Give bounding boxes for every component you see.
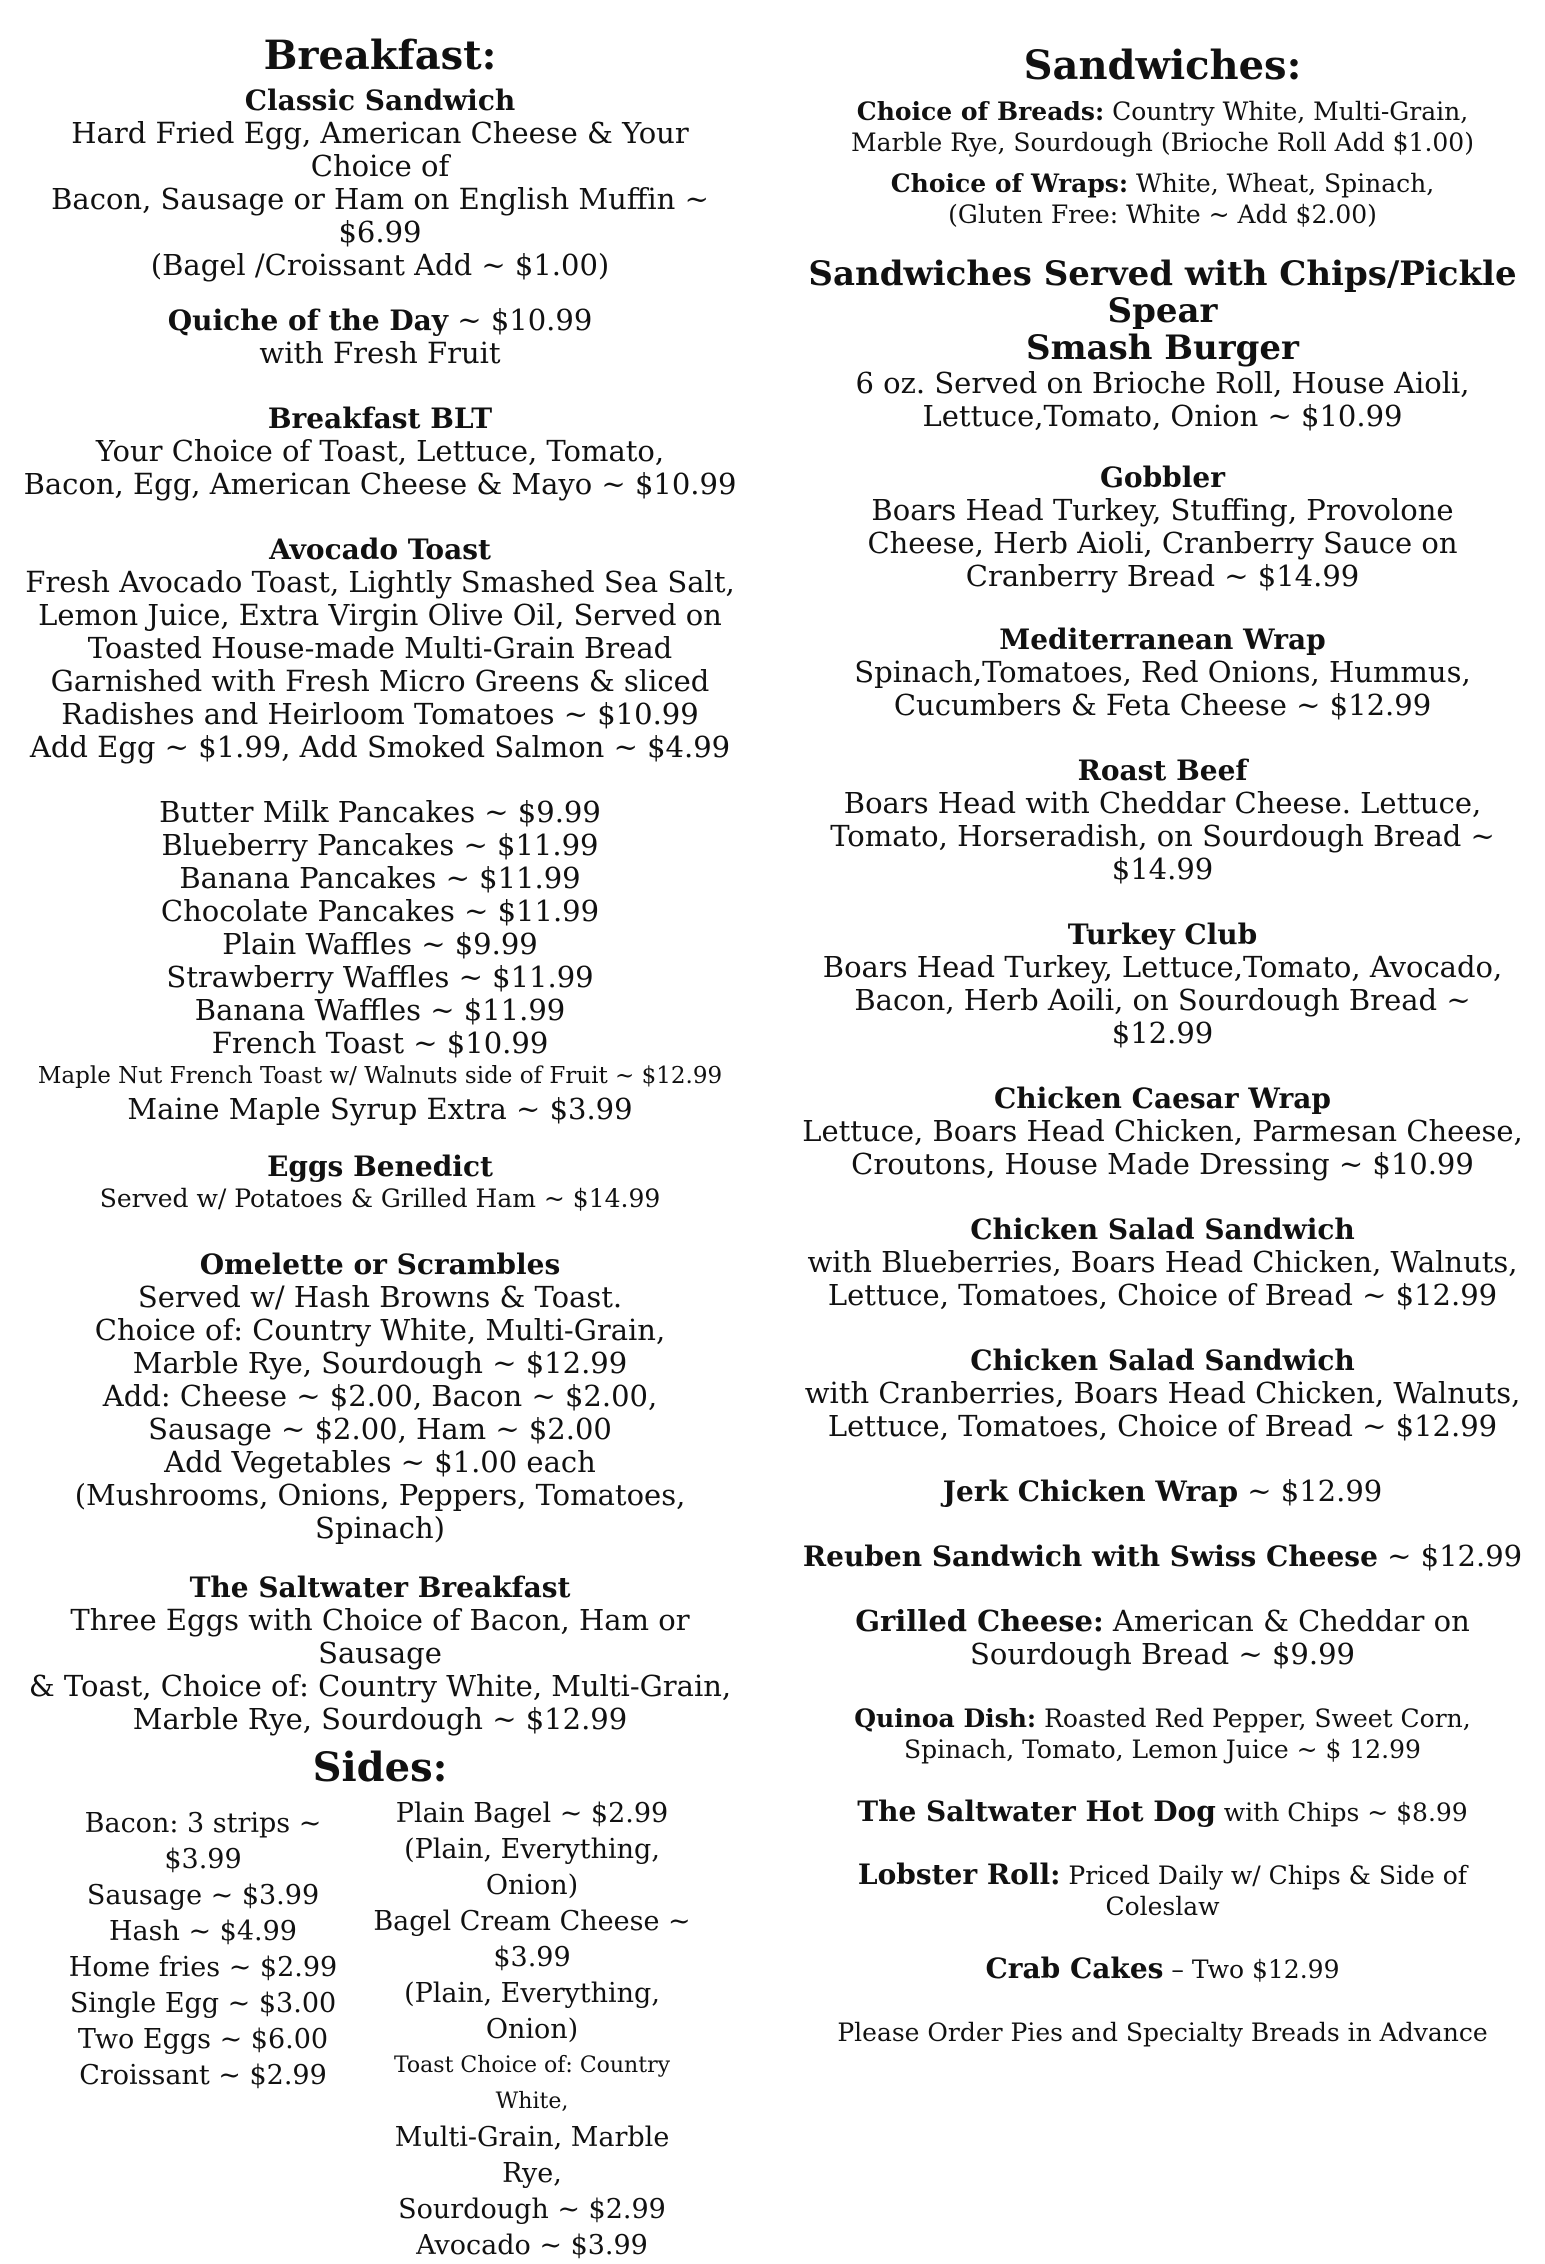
item-label: The Saltwater Hot Dog <box>857 1795 1216 1828</box>
list-item: Banana Waffles ~ $11.99 <box>194 993 566 1027</box>
list-item: Two Eggs ~ $6.00 <box>77 2024 329 2055</box>
item-line: Bacon, Egg, American Cheese & Mayo ~ $10.99 <box>23 467 737 501</box>
sides-list <box>20 1796 740 2264</box>
quiche-of-the-day <box>20 304 740 370</box>
quinoa-dish <box>800 1703 1525 1765</box>
item-label: Crab Cakes <box>985 1952 1164 1985</box>
item-line: Add Egg ~ $1.99, Add Smoked Salmon ~ $4.99 <box>29 730 731 764</box>
item-line: Radishes and Heirloom Tomatoes ~ $10.99 <box>61 697 699 731</box>
list-item: Single Egg ~ $3.00 <box>69 1988 337 2019</box>
item-title: The Saltwater Breakfast <box>189 1571 571 1604</box>
item-text: Roasted Red Pepper, Sweet Corn, <box>1036 1704 1471 1733</box>
list-item: Blueberry Pancakes ~ $11.99 <box>161 828 599 862</box>
item-label: Choice of Wraps: <box>890 169 1129 198</box>
item-line: Lemon Juice, Extra Virgin Olive Oil, Served on <box>38 598 722 632</box>
item-title: Gobbler <box>1100 461 1225 494</box>
item-label: Lobster Roll: <box>857 1858 1061 1891</box>
item-title: Reuben Sandwich with Swiss Cheese <box>802 1540 1378 1573</box>
item-line: & Toast, Choice of: Country White, Multi-Grain, <box>28 1669 732 1703</box>
list-item: Plain Bagel ~ $2.99 <box>395 1798 669 1829</box>
item-line: Marble Rye, Sourdough (Brioche Roll Add $1.00) <box>851 128 1474 157</box>
item-line: Cranberry Bread ~ $14.99 <box>965 559 1360 593</box>
omelette-scrambles <box>20 1248 740 1545</box>
item-label: Quinoa Dish: <box>854 1704 1037 1733</box>
list-item: Hash ~ $4.99 <box>109 1916 297 1947</box>
item-title: Quiche of the Day <box>167 304 449 337</box>
item-line: Lettuce, Tomatoes, Choice of Bread ~ $12.99 <box>827 1278 1498 1312</box>
item-price: ~ $10.99 <box>448 303 593 337</box>
item-line: Marble Rye, Sourdough ~ $12.99 <box>132 1346 628 1380</box>
sides-left-column <box>58 1796 348 2264</box>
item-line: (Gluten Free: White ~ Add $2.00) <box>948 200 1377 229</box>
roast-beef <box>800 754 1525 886</box>
list-item: Bacon: 3 strips ~ $3.99 <box>84 1808 322 1875</box>
item-line: Bacon, Sausage or Ham on English Muffin ~ $6.99 <box>51 182 709 249</box>
item-line: Boars Head Turkey, Lettuce,Tomato, Avocado, <box>822 950 1503 984</box>
item-title: Avocado Toast <box>269 533 491 566</box>
list-item: Croissant ~ $2.99 <box>79 2060 327 2091</box>
item-line: (Mushrooms, Onions, Peppers, Tomatoes, Spinach) <box>74 1478 686 1545</box>
gobbler <box>800 461 1525 593</box>
list-item: Butter Milk Pancakes ~ $9.99 <box>159 795 601 829</box>
item-line: Spinach, Tomato, Lemon Juice ~ $ 12.99 <box>904 1735 1421 1764</box>
jerk-chicken-wrap <box>800 1475 1525 1508</box>
item-title: Mediterranean Wrap <box>999 623 1326 656</box>
classic-sandwich <box>20 84 740 282</box>
item-line: 6 oz. Served on Brioche Roll, House Aioli, <box>855 366 1470 400</box>
item-label: Grilled Cheese: <box>855 1604 1104 1638</box>
item-line: Add: Cheese ~ $2.00, Bacon ~ $2.00, <box>102 1379 658 1413</box>
item-line: Cucumbers & Feta Cheese ~ $12.99 <box>893 688 1432 722</box>
breakfast-heading: Breakfast: <box>263 32 497 79</box>
item-line: Sausage ~ $2.00, Ham ~ $2.00 <box>148 1412 612 1446</box>
list-item: French Toast ~ $10.99 <box>211 1026 549 1060</box>
list-item: Chocolate Pancakes ~ $11.99 <box>160 894 600 928</box>
item-title: Turkey Club <box>1067 918 1258 951</box>
item-line: with Fresh Fruit <box>259 336 501 370</box>
list-item: Avocado ~ $3.99 <box>416 2230 648 2261</box>
item-price: ~ $12.99 <box>1377 1539 1523 1573</box>
item-line: Three Eggs with Choice of Bacon, Ham or Sausage <box>70 1603 690 1670</box>
served-with-note: Sandwiches Served with Chips/Pickle Spear <box>808 254 1517 331</box>
item-line: Served w/ Hash Browns & Toast. <box>137 1280 623 1314</box>
item-text: with Chips ~ $8.99 <box>1215 1798 1468 1827</box>
item-line: Tomato, Horseradish, on Sourdough Bread ~ $14.99 <box>830 819 1495 886</box>
list-item: Multi-Grain, Marble Rye, <box>394 2122 670 2189</box>
item-line: Hard Fried Egg, American Cheese & Your Choice of <box>71 116 689 183</box>
item-line: Lettuce, Boars Head Chicken, Parmesan Cheese, <box>802 1114 1523 1148</box>
item-line: Bacon, Herb Aoili, on Sourdough Bread ~ $12.99 <box>854 983 1471 1050</box>
grilled-cheese <box>800 1605 1525 1671</box>
sides-heading: Sides: <box>312 1744 448 1791</box>
item-label: Choice of Breads: <box>856 97 1105 126</box>
item-text: – Two $12.99 <box>1163 1955 1340 1984</box>
breakfast-column <box>20 0 740 2264</box>
item-title: Breakfast BLT <box>267 402 493 435</box>
item-line: Fresh Avocado Toast, Lightly Smashed Sea Salt, <box>25 565 735 599</box>
item-text: Country White, Multi-Grain, <box>1104 97 1469 126</box>
chicken-caesar-wrap <box>800 1082 1525 1181</box>
list-item: Toast Choice of: Country White, <box>393 2053 671 2114</box>
item-title: Jerk Chicken Wrap <box>942 1475 1239 1508</box>
item-line: Boars Head with Cheddar Cheese. Lettuce, <box>843 786 1482 820</box>
item-title: Roast Beef <box>1077 754 1248 787</box>
list-item: Home fries ~ $2.99 <box>68 1952 338 1983</box>
item-line: Sourdough Bread ~ $9.99 <box>970 1637 1355 1671</box>
chicken-salad-blueberry <box>800 1213 1525 1312</box>
sandwiches-heading: Sandwiches: <box>1023 42 1302 89</box>
item-line: Your Choice of Toast, Lettuce, Tomato, <box>95 434 665 468</box>
item-line: Toasted House-made Multi-Grain Bread <box>87 631 673 665</box>
bread-choices <box>800 96 1525 158</box>
item-line: Boars Head Turkey, Stuffing, Provolone <box>871 493 1454 527</box>
item-title: Smash Burger <box>1026 328 1299 368</box>
item-line: Served w/ Potatoes & Grilled Ham ~ $14.99 <box>99 1184 661 1213</box>
reuben-sandwich <box>800 1540 1525 1573</box>
list-item: Maine Maple Syrup Extra ~ $3.99 <box>127 1092 633 1126</box>
item-line: Croutons, House Made Dressing ~ $10.99 <box>851 1147 1474 1181</box>
breakfast-blt <box>20 402 740 501</box>
lobster-roll <box>800 1858 1525 1922</box>
item-line: Spinach,Tomatoes, Red Onions, Hummus, <box>854 655 1471 689</box>
item-title: Chicken Caesar Wrap <box>994 1082 1331 1115</box>
list-item: Bagel Cream Cheese ~ $3.99 <box>373 1906 691 1973</box>
item-line: with Blueberries, Boars Head Chicken, Walnuts, <box>807 1245 1518 1279</box>
item-price: ~ $12.99 <box>1238 1474 1383 1508</box>
item-title: Chicken Salad Sandwich <box>970 1213 1355 1246</box>
list-item: Banana Pancakes ~ $11.99 <box>179 861 581 895</box>
chicken-salad-cranberry <box>800 1344 1525 1443</box>
item-text: White, Wheat, Spinach, <box>1128 169 1435 198</box>
item-line: Marble Rye, Sourdough ~ $12.99 <box>132 1702 628 1736</box>
turkey-club <box>800 918 1525 1050</box>
item-line: Cheese, Herb Aioli, Cranberry Sauce on <box>867 526 1458 560</box>
eggs-benedict <box>20 1150 740 1214</box>
list-item: (Plain, Everything, Onion) <box>404 1978 660 2045</box>
item-text: Priced Daily w/ Chips & Side of Coleslaw <box>1060 1861 1468 1921</box>
item-line: Lettuce, Tomatoes, Choice of Bread ~ $12.99 <box>827 1409 1498 1443</box>
item-line: Choice of: Country White, Multi-Grain, <box>94 1313 666 1347</box>
list-item: Plain Waffles ~ $9.99 <box>222 927 538 961</box>
sandwiches-column <box>800 0 1525 2048</box>
list-item: Sourdough ~ $2.99 <box>398 2194 666 2225</box>
list-item: Strawberry Waffles ~ $11.99 <box>166 960 594 994</box>
list-item: Maple Nut French Toast w/ Walnuts side of Fruit ~ $12.99 <box>37 1063 723 1089</box>
saltwater-hot-dog <box>800 1795 1525 1828</box>
item-title: Eggs Benedict <box>267 1150 493 1183</box>
list-item: Sausage ~ $3.99 <box>86 1880 320 1911</box>
sides-right-column <box>362 1796 702 2264</box>
item-title: Omelette or Scrambles <box>199 1248 561 1281</box>
item-line: with Cranberries, Boars Head Chicken, Walnuts, <box>804 1376 1521 1410</box>
item-title: Chicken Salad Sandwich <box>970 1344 1355 1377</box>
wrap-choices <box>800 168 1525 230</box>
saltwater-breakfast <box>20 1571 740 1736</box>
item-line: (Bagel /Croissant Add ~ $1.00) <box>150 248 610 282</box>
crab-cakes <box>800 1952 1525 1985</box>
mediterranean-wrap <box>800 623 1525 722</box>
item-text: American & Cheddar on <box>1103 1604 1470 1638</box>
smash-burger <box>800 330 1525 433</box>
item-title: Classic Sandwich <box>244 84 516 117</box>
avocado-toast <box>20 533 740 764</box>
item-line: Garnished with Fresh Micro Greens & sliced <box>50 664 710 698</box>
list-item: (Plain, Everything, Onion) <box>404 1834 660 1901</box>
item-line: Lettuce,Tomato, Onion ~ $10.99 <box>922 399 1403 433</box>
advance-order-note: Please Order Pies and Specialty Breads in Advance <box>837 2018 1488 2047</box>
pancakes-waffles <box>20 796 740 1126</box>
item-line: Add Vegetables ~ $1.00 each <box>164 1445 596 1479</box>
